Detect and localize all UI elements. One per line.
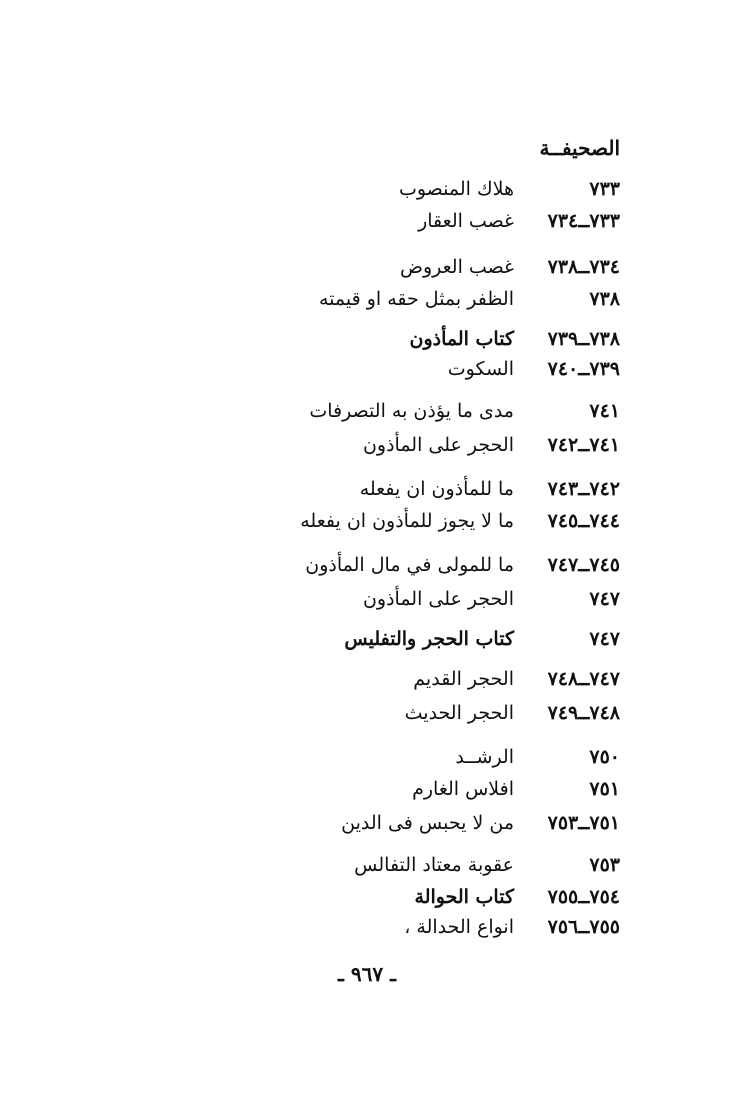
toc-title: غصب العقار <box>418 210 514 232</box>
toc-entry <box>0 668 742 698</box>
toc-page-number: ٧٤١ــ٧٤٢ <box>547 434 620 456</box>
toc-section-heading: كتاب الحجر والتفليس <box>344 628 514 650</box>
toc-section-heading: كتاب المأذون <box>409 328 514 350</box>
toc-title: الرشــد <box>455 746 514 768</box>
toc-entry <box>0 916 742 946</box>
toc-title: انواع الحدالة ، <box>404 916 514 938</box>
toc-entry <box>0 812 742 842</box>
toc-section-heading: كتاب الحوالة <box>414 886 514 908</box>
toc-page-number: ٧٤١ <box>589 400 620 422</box>
toc-title: ما لا يجوز للمأذون ان يفعله <box>300 510 514 532</box>
toc-title: الحجر على المأذون <box>362 434 514 456</box>
toc-title: السكوت <box>447 358 514 380</box>
toc-page-number: ٧٣٨ <box>589 288 620 310</box>
toc-page-number: ٧٤٧ <box>589 628 620 650</box>
toc-title: عقوبة معتاد التفالس <box>354 854 514 876</box>
page-number-footer: ـ ٩٦٧ ـ <box>338 962 396 986</box>
toc-entry <box>0 510 742 540</box>
toc-entry <box>0 886 742 916</box>
toc-entry <box>0 358 742 388</box>
toc-entry <box>0 746 742 776</box>
page-column-header: الصحيفــة <box>539 136 620 160</box>
toc-page-number: ٧٣٣ <box>589 178 620 200</box>
toc-page-number: ٧٤٢ــ٧٤٣ <box>547 478 620 500</box>
toc-title: ما للمولى في مال المأذون <box>305 554 514 576</box>
toc-page-number: ٧٤٧ <box>589 588 620 610</box>
toc-entry <box>0 178 742 208</box>
toc-page-number: ٧٥١ <box>589 778 620 800</box>
toc-page-number: ٧٣٩ــ٧٤٠ <box>547 358 620 380</box>
toc-entry <box>0 702 742 732</box>
toc-entry <box>0 288 742 318</box>
toc-entry <box>0 210 742 240</box>
toc-page-number: ٧٥٤ــ٧٥٥ <box>547 886 620 908</box>
toc-entry <box>0 400 742 430</box>
toc-page-number: ٧٥١ــ٧٥٣ <box>547 812 620 834</box>
toc-page-number: ٧٥٣ <box>589 854 620 876</box>
toc-title: الحجر القديم <box>413 668 514 690</box>
toc-entry <box>0 434 742 464</box>
toc-title: غصب العروض <box>400 256 514 278</box>
toc-title: الظفر بمثل حقه او قيمته <box>318 288 514 310</box>
toc-page-number: ٧٤٤ــ٧٤٥ <box>547 510 620 532</box>
toc-entry <box>0 554 742 584</box>
toc-page-number: ٧٤٥ــ٧٤٧ <box>547 554 620 576</box>
toc-entry <box>0 854 742 884</box>
toc-entry <box>0 588 742 618</box>
toc-title: من لا يحبس فى الدين <box>341 812 514 834</box>
toc-entry <box>0 628 742 658</box>
toc-entry <box>0 478 742 508</box>
toc-title: الحجر الحديث <box>404 702 514 724</box>
toc-title: افلاس الغارم <box>412 778 514 800</box>
toc-title: هلاك المنصوب <box>398 178 514 200</box>
toc-page-number: ٧٥٥ــ٧٥٦ <box>547 916 620 938</box>
toc-page-number: ٧٣٤ــ٧٣٨ <box>547 256 620 278</box>
toc-page-number: ٧٤٨ــ٧٤٩ <box>547 702 620 724</box>
toc-entry <box>0 328 742 358</box>
toc-title: ما للمأذون ان يفعله <box>359 478 514 500</box>
toc-entry <box>0 256 742 286</box>
toc-page-number: ٧٤٧ــ٧٤٨ <box>547 668 620 690</box>
toc-page-number: ٧٣٣ــ٧٣٤ <box>547 210 620 232</box>
toc-title: مدى ما يؤذن به التصرفات <box>309 400 514 422</box>
toc-title: الحجر على المأذون <box>362 588 514 610</box>
toc-page-number: ٧٥٠ <box>589 746 620 768</box>
toc-entry <box>0 778 742 808</box>
toc-page-number: ٧٣٨ــ٧٣٩ <box>547 328 620 350</box>
